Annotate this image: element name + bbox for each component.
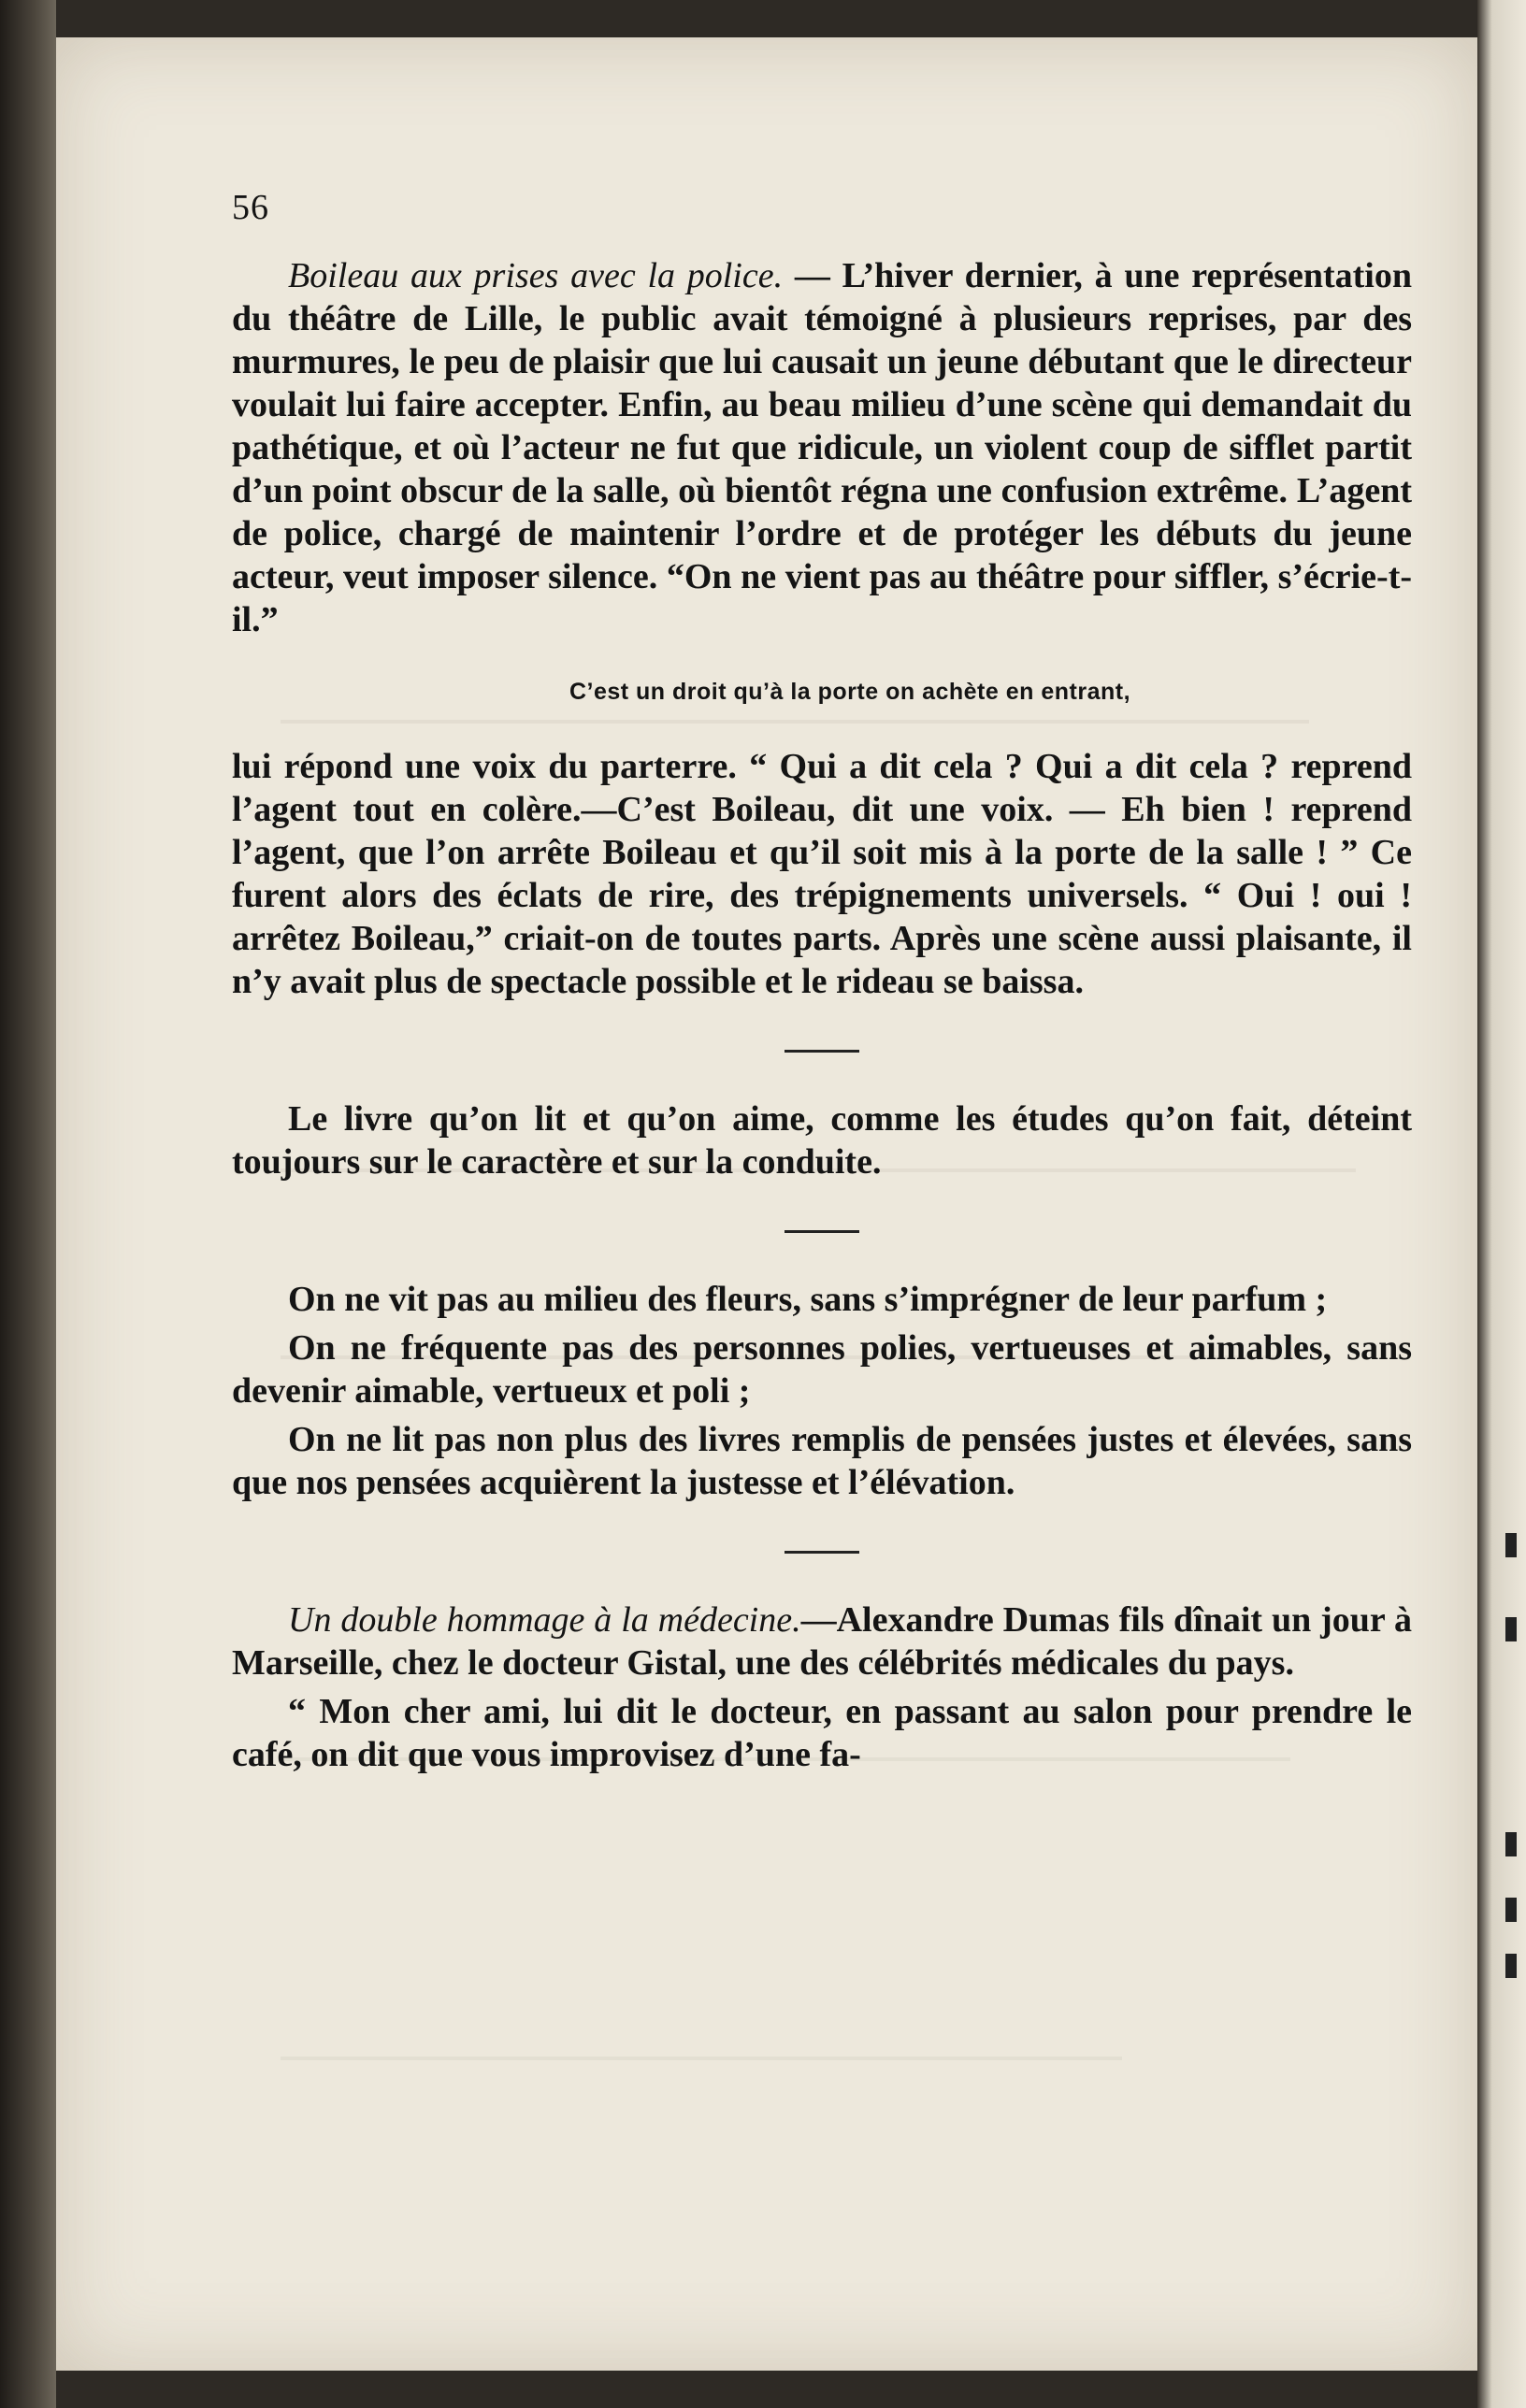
- page-content: [232, 187, 1412, 1776]
- quoted-verse: C’est un droit qu’à la porte on achète en entrant,: [569, 679, 1131, 705]
- anecdote-continuation: lui répond une voix du parterre. “ Qui a dit cela ? Qui a dit cela ? reprend l’agent tout en colère.—C’est Boileau, dit une voix. — Eh bien ! reprend l’agent, que l’on arrête Boileau et qu’il soit mis à la porte de la salle ! ” Ce furent alors des éclats de rire, des trépignements universels. “ Oui ! oui ! arrêtez Boileau,” criait-on de toutes parts. Après une scène aussi plaisante, il n’y avait plus de spectacle possible et le rideau se baissa.: [232, 747, 1412, 1001]
- maxim-books: [232, 1097, 1412, 1183]
- facing-page-fragment: [1505, 1617, 1517, 1641]
- maxim-line: On ne lit pas non plus des livres remplis de pensées justes et élevées, sans que nos pensées acquièrent la justesse et l’élévation.: [232, 1420, 1412, 1502]
- book-spine: [0, 0, 56, 2408]
- facing-page-fragment: [1505, 1533, 1517, 1557]
- page-number: 56: [232, 188, 269, 227]
- section-divider: [785, 1551, 859, 1554]
- facing-page-fragment: [1505, 1954, 1517, 1978]
- anecdote-boileau: [232, 254, 1412, 1003]
- anecdote-paragraph: [232, 254, 1412, 641]
- anecdote-dumas: [232, 1598, 1412, 1776]
- maxim-flowers: [232, 1278, 1412, 1504]
- anecdote-paragraph: “ Mon cher ami, lui dit le docteur, en passant au salon pour prendre le café, on dit que vous improvisez d’une fa-: [232, 1692, 1412, 1774]
- anecdote-paragraph: [232, 1598, 1412, 1684]
- section-divider: [785, 1230, 859, 1233]
- section-divider: [785, 1050, 859, 1053]
- anecdote-body: — L’hiver dernier, à une représentation du théâtre de Lille, le public avait témoigné à plusieurs reprises, par des murmures, le peu de plaisir que lui causait un jeune débutant que le directeur voulait lui faire accepter. Enfin, au beau milieu d’une scène qui demandait du pathétique, et où l’acteur ne fut que ridicule, un violent coup de sifflet partit d’un point obscur de la salle, où bientôt régna une confusion extrême. L’agent de police, chargé de maintenir l’ordre et de protéger les débuts du jeune acteur, veut imposer silence. “On ne vient pas au théâtre pour siffler, s’écrie-t-il.”: [232, 256, 1412, 639]
- maxim-line: On ne fréquente pas des personnes polies, vertueuses et aimables, sans devenir aimable, vertueux et poli ;: [232, 1328, 1412, 1411]
- maxim-line: On ne vit pas au milieu des fleurs, sans s’imprégner de leur parfum ;: [288, 1280, 1328, 1319]
- anecdote-body: —Alexandre Dumas fils dînait un jour à Marseille, chez le docteur Gistal, une des célébrités médicales du pays.: [232, 1600, 1412, 1683]
- facing-page-edge: [1477, 0, 1526, 2408]
- maxim-paragraph: Le livre qu’on lit et qu’on aime, comme les études qu’on fait, déteint toujours sur le caractère et sur la conduite.: [232, 1099, 1412, 1182]
- anecdote-title: Un double hommage à la médecine.: [288, 1600, 801, 1640]
- anecdote-title: Boileau aux prises avec la police.: [288, 256, 784, 295]
- facing-page-fragment: [1505, 1832, 1517, 1856]
- facing-page-fragment: [1505, 1898, 1517, 1922]
